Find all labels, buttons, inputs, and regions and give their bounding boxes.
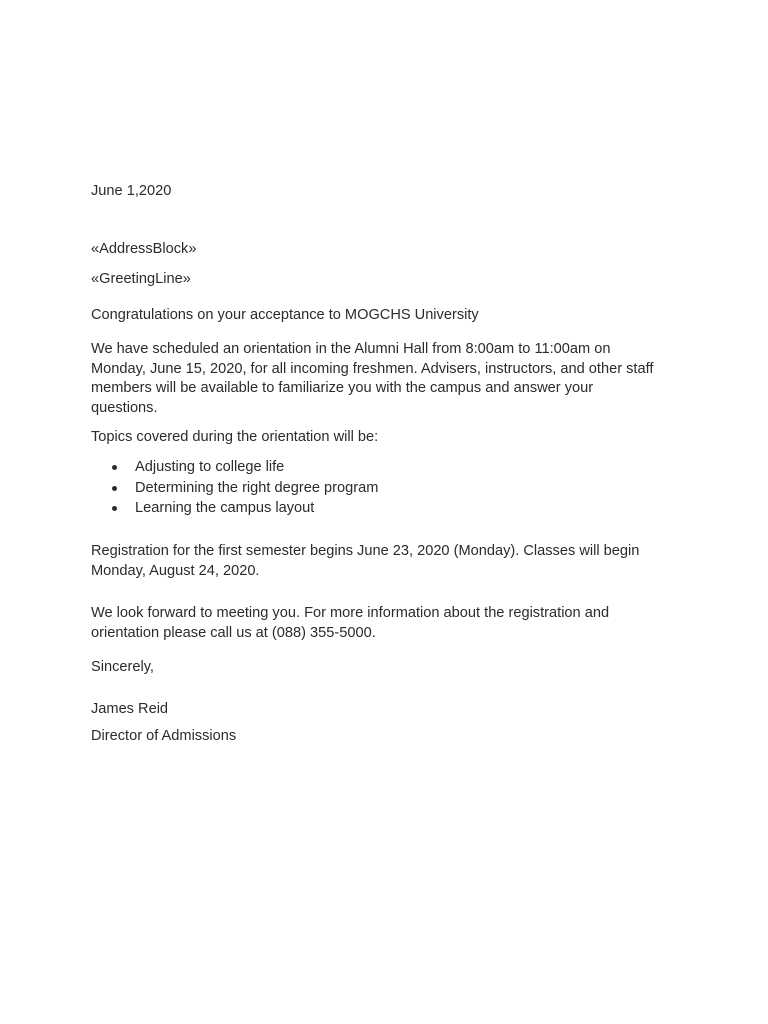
signer-title: Director of Admissions — [91, 728, 237, 744]
paragraph-line: orientation please call us at (088) 355-5000. — [91, 624, 376, 641]
sign-off: Sincerely, — [91, 659, 154, 675]
registration-paragraph — [91, 542, 691, 581]
paragraph-line: We look forward to meeting you. For more information about the registration and — [91, 605, 610, 621]
list-item — [91, 478, 378, 499]
bullet-icon — [112, 465, 117, 470]
letter-date: June 1,2020 — [91, 183, 172, 199]
signer-name: James Reid — [91, 701, 169, 717]
greeting-line: «GreetingLine» — [91, 271, 191, 287]
list-item-text: Learning the campus layout — [135, 500, 315, 517]
topics-list — [91, 457, 378, 519]
paragraph-line: Monday, August 24, 2020. — [91, 562, 260, 579]
paragraph-line: Registration for the first semester begins June 23, 2020 (Monday). Classes will begin — [91, 543, 640, 559]
topics-intro: Topics covered during the orientation will be: — [91, 429, 379, 445]
list-item-text: Determining the right degree program — [135, 479, 379, 496]
paragraph-line: questions. — [91, 399, 158, 416]
paragraph-line: members will be available to familiarize you with the campus and answer your — [91, 380, 594, 396]
paragraph-line: We have scheduled an orientation in the Alumni Hall from 8:00am to 11:00am on — [91, 341, 611, 357]
orientation-paragraph — [91, 340, 691, 418]
address-block: «AddressBlock» — [91, 241, 197, 257]
closing-paragraph — [91, 604, 691, 643]
list-item-text: Adjusting to college life — [135, 459, 285, 475]
list-item — [91, 498, 378, 519]
list-item — [91, 457, 378, 478]
bullet-icon — [112, 486, 117, 491]
bullet-icon — [112, 506, 117, 511]
paragraph-line: Monday, June 15, 2020, for all incoming freshmen. Advisers, instructors, and other staff — [91, 360, 654, 377]
congratulations-line: Congratulations on your acceptance to MOGCHS University — [91, 307, 479, 323]
